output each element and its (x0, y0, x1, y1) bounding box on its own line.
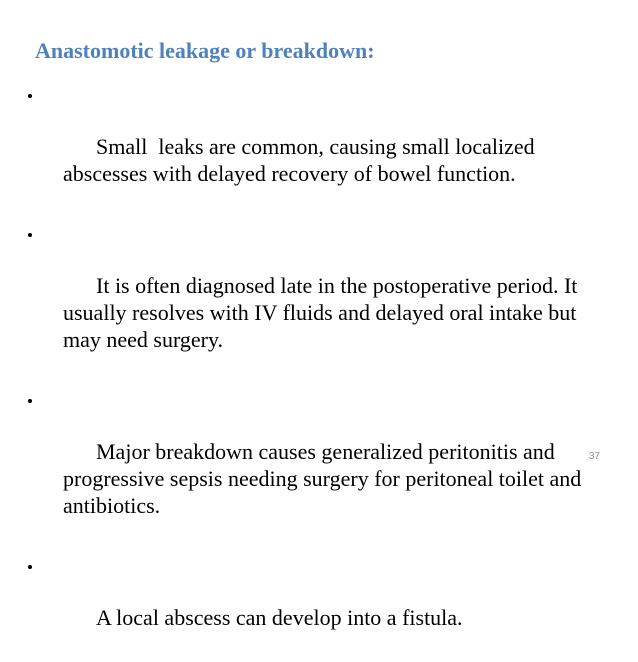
bullet-list (28, 79, 608, 662)
bullet-text: Major breakdown causes generalized peritonitis and progressive sepsis needing surgery for peritoneal toilet and antibiotics. (63, 439, 587, 518)
slide-title: Anastomotic leakage or breakdown: (35, 38, 375, 63)
slide-number: 37 (588, 451, 600, 462)
bullet-text: Small leaks are common, causing small localized abscesses with delayed recovery of bowel function. (63, 134, 541, 186)
bullet-item (28, 550, 608, 658)
bullet-icon (28, 399, 32, 403)
bullet-text: A local abscess can develop into a fistula. (96, 605, 463, 630)
bullet-text: It is often diagnosed late in the postoperative period. It usually resolves with IV fluids and delayed oral intake but may need surgery. (63, 273, 583, 352)
bullet-icon (28, 565, 32, 569)
bullet-item (28, 384, 608, 546)
bullet-item (28, 79, 608, 214)
bullet-item (28, 218, 608, 380)
bullet-icon (28, 94, 32, 98)
bullet-icon (28, 233, 32, 237)
